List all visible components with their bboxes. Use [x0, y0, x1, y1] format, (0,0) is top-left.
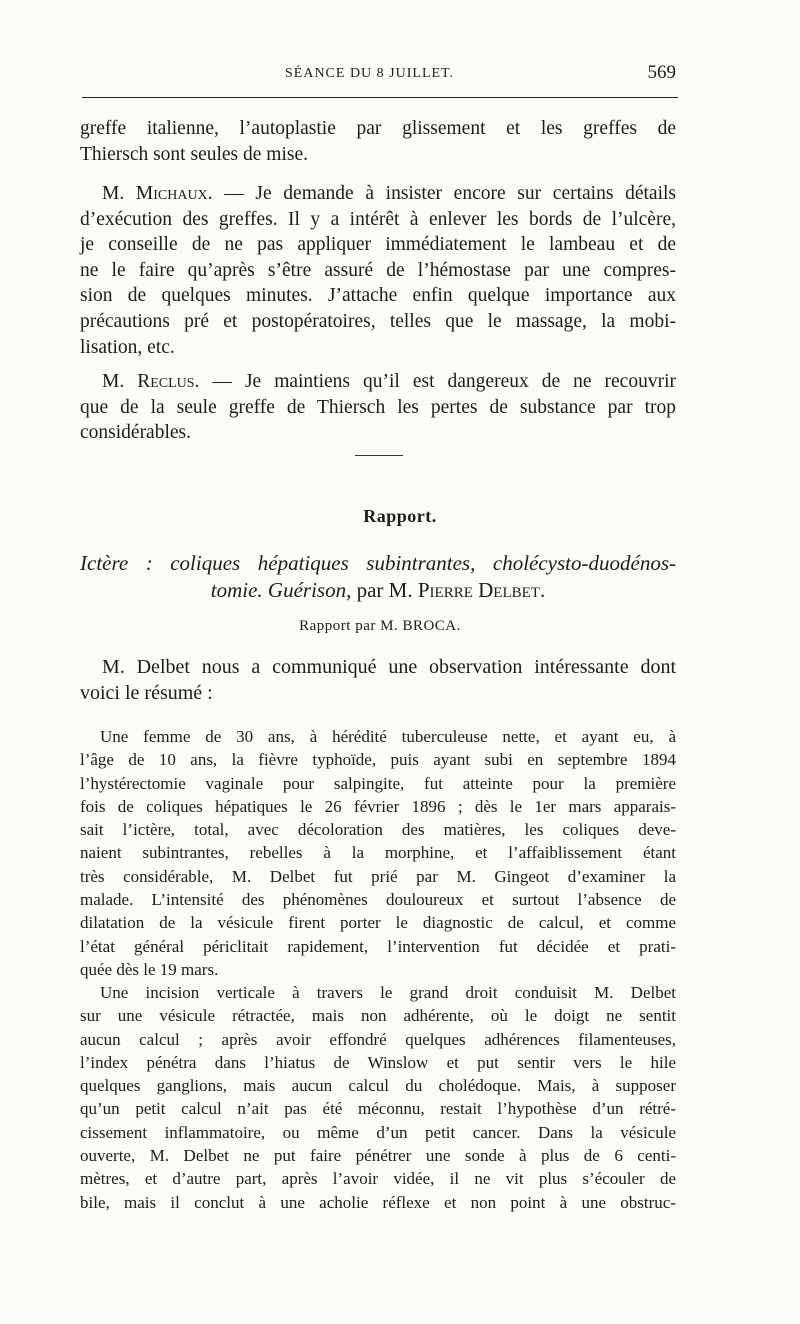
text-line: considérables. — [80, 422, 192, 444]
text-line: l’hystérectomie vaginale pour salpingite, fut atteinte pour la première — [80, 773, 676, 793]
header-rule — [82, 97, 678, 98]
text-line: l’âge de 10 ans, la fièvre typhoïde, puis ayant subi en septembre 1894 — [80, 750, 676, 770]
paragraph-operation — [80, 981, 676, 1214]
text-line: je conseille de ne pas appliquer immédiatement le lambeau et de — [80, 234, 676, 256]
page-header — [80, 62, 676, 90]
text-line: cissement inflammatoire, ou même d’un petit cancer. Dans la vésicule — [80, 1122, 676, 1142]
report-title-line: tomie. Guérison, par M. Pierre Delbet. — [210, 578, 546, 602]
text-line: lisation, etc. — [80, 336, 175, 358]
paragraph-reclus — [80, 369, 676, 446]
text-line: Une incision verticale à travers le grand droit conduisit M. Delbet — [100, 983, 676, 1002]
text-line: M. Delbet nous a communiqué une observation intéressante dont — [102, 656, 676, 678]
text-line: quée dès le 19 mars. — [80, 959, 219, 979]
text-line: qu’un petit calcul n’ait pas été méconnu, restait l’hypothèse d’un rétré- — [80, 1099, 676, 1119]
text-line: sur une vésicule rétractée, mais non adhérente, où le doigt ne sentit — [80, 1006, 676, 1026]
text-line: ne le faire qu’après s’être assuré de l’hémostase par une compres- — [80, 259, 676, 281]
speaker-name: M. Michaux. — [102, 183, 213, 204]
text-line: très considérable, M. Delbet fut prié par M. Gingeot d’examiner la — [80, 866, 676, 886]
text-line: M. Reclus. — Je maintiens qu’il est dangereux de ne recouvrir — [102, 371, 676, 392]
paragraph-case-summary — [80, 725, 676, 981]
running-head: SÉANCE DU 8 JUILLET. — [285, 66, 455, 81]
text-line: l’index pénétra dans l’hiatus de Winslow et put sentir vers le hile — [80, 1052, 676, 1072]
text-line: Une femme de 30 ans, à hérédité tuberculeuse nette, et ayant eu, à — [100, 727, 676, 746]
text-line: d’exécution des greffes. Il y a intérêt à enlever les bords de l’ulcère, — [80, 208, 676, 230]
text-line: naient subintrantes, rebelles à la morphine, et l’affaiblissement étant — [80, 843, 676, 863]
text-line: ouverte, M. Delbet ne put faire pénétrer une sonde à plus de 6 centi- — [80, 1146, 676, 1166]
text-line: bile, mais il conclut à une acholie réflexe et non point à une obstruc- — [80, 1192, 676, 1212]
text-line: sait l’ictère, total, avec décoloration des matières, les coliques deve- — [80, 820, 676, 840]
text-line: Thiersch sont seules de mise. — [80, 143, 308, 165]
paragraph-intro — [80, 655, 676, 706]
paragraph-continuation — [80, 116, 676, 167]
text-line: mètres, et d’autre part, après l’avoir vidée, il ne vit plus s’écouler de — [80, 1169, 676, 1189]
text-line: quelques ganglions, mais aucun calcul du cholédoque. Mais, à supposer — [80, 1076, 676, 1096]
speaker-name: M. Reclus. — [102, 371, 200, 392]
text-line: fois de coliques hépatiques le 26 février 1896 ; dès le 1er mars apparais- — [80, 796, 676, 816]
text-line: greffe italienne, l’autoplastie par glissement et les greffes de — [80, 118, 676, 139]
paragraph-michaux — [80, 181, 676, 360]
section-heading: Rapport. — [363, 506, 437, 526]
section-separator — [355, 455, 403, 456]
text-line: aucun calcul ; après avoir effondré quelques adhérences filamenteuses, — [80, 1029, 676, 1049]
report-title — [80, 550, 676, 604]
text-line: malade. L’intensité des phénomènes douloureux et surtout l’absence de — [80, 890, 676, 910]
text-line: que de la seule greffe de Thiersch les pertes de substance par trop — [80, 396, 676, 418]
text-line: dilatation de la vésicule firent porter le diagnostic de calcul, et comme — [80, 913, 676, 933]
author-name: Pierre Delbet. — [417, 578, 546, 602]
page-number: 569 — [647, 62, 676, 83]
text-line: voici le résumé : — [80, 681, 213, 704]
report-title-line: Ictère : coliques hépatiques subintrantes, cholécysto-duodénos- — [80, 551, 676, 575]
text-line: l’état général périclitait rapidement, l’intervention fut décidée et prati- — [80, 936, 676, 956]
text-line: M. Michaux. — Je demande à insister encore sur certains détails — [102, 183, 677, 204]
text-line: sion de quelques minutes. J’attache enfin quelque importance aux — [80, 285, 676, 307]
text-line: précautions pré et postopératoires, telles que le massage, la mobi- — [80, 310, 676, 332]
report-byline: Rapport par M. BROCA. — [299, 618, 461, 634]
